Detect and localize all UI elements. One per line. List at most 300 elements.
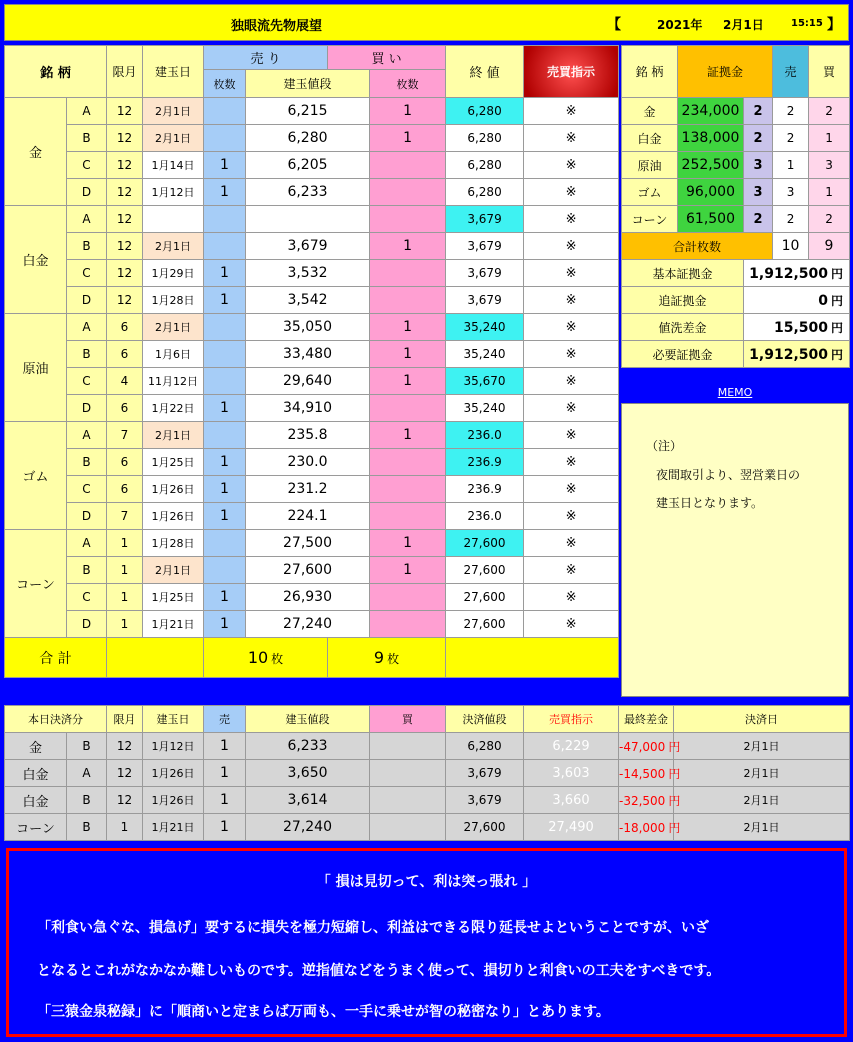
margin-table [621,45,850,368]
margin-brand: 白金 [622,125,678,152]
margin-col-margin: 証拠金 [678,46,773,98]
trade-instruction[interactable]: ※ [524,98,619,125]
open-date: 1月26日 [143,476,204,503]
settle-date: 1月26日 [143,787,204,814]
contract-id: B [67,125,107,152]
summary-label: 値洗差金 [622,314,744,341]
margin-units: 2 [744,206,773,233]
buy-count [370,449,446,476]
settle-final-diff [619,814,681,841]
table-row [5,260,619,287]
settle-date: 1月21日 [143,814,204,841]
sell-count: 1 [204,260,246,287]
open-date: 2月1日 [143,314,204,341]
open-date: 1月6日 [143,341,204,368]
col-buy: 買 い [328,46,446,70]
open-price: 34,910 [246,395,370,422]
settle-col-date: 建玉日 [143,706,204,733]
buy-count [370,152,446,179]
sell-count [204,422,246,449]
contract-id: C [67,368,107,395]
open-price: 6,233 [246,179,370,206]
close-price: 236.0 [446,503,524,530]
contract-id: A [67,314,107,341]
summary-value-unit: 円 [831,266,844,281]
buy-count [370,611,446,638]
open-price [246,206,370,233]
margin-summary-row [622,260,850,287]
settle-col-settle-date: 決済日 [674,706,850,733]
margin-summary-row [622,341,850,368]
open-date: 2月1日 [143,125,204,152]
margin-row [622,179,850,206]
settle-final-diff-value: -18,000 [619,820,666,835]
message-title: 「 損は見切って、利は突っ張れ 」 [316,874,537,890]
open-price: 224.1 [246,503,370,530]
contract-month: 6 [107,314,143,341]
summary-value-unit: 円 [831,320,844,335]
col-brand: 銘 柄 [5,46,107,98]
margin-summary-row [622,314,850,341]
contract-month: 6 [107,476,143,503]
sell-count: 1 [204,395,246,422]
open-price: 35,050 [246,314,370,341]
settle-id: B [67,733,107,760]
total-sell-unit: 枚 [271,652,284,666]
settle-buy [370,787,446,814]
margin-sell: 2 [773,206,809,233]
contract-id: B [67,233,107,260]
brand-name: ゴム [5,422,67,530]
close-price: 35,240 [446,341,524,368]
settle-final-diff-value: -14,500 [619,766,666,781]
date-bracket-close: 】 [827,17,841,33]
settle-settle-date: 2月1日 [674,733,850,760]
summary-label: 必要証拠金 [622,341,744,368]
trade-instruction[interactable]: ※ [524,179,619,206]
margin-buy: 3 [809,152,850,179]
col-close: 終 値 [446,46,524,98]
open-price: 26,930 [246,584,370,611]
close-price: 6,280 [446,98,524,125]
buy-count: 1 [370,530,446,557]
trade-instruction[interactable]: ※ [524,476,619,503]
contract-id: B [67,449,107,476]
margin-col-brand: 銘 柄 [622,46,678,98]
contract-id: A [67,206,107,233]
sell-count: 1 [204,449,246,476]
contract-id: B [67,557,107,584]
margin-row [622,98,850,125]
settle-month: 12 [107,760,143,787]
open-price: 6,280 [246,125,370,152]
header-year: 2021年 [657,18,703,32]
settle-id: B [67,814,107,841]
open-date [143,206,204,233]
settle-col-instruction: 売買指示 [524,706,619,733]
contract-id: D [67,611,107,638]
buy-count: 1 [370,125,446,152]
settle-brand: 白金 [5,760,67,787]
settle-price: 6,233 [246,733,370,760]
buy-count: 1 [370,98,446,125]
contract-month: 12 [107,179,143,206]
close-price: 35,240 [446,395,524,422]
settle-date: 1月12日 [143,733,204,760]
total-spacer-2 [446,638,619,678]
settle-brand: コーン [5,814,67,841]
settle-sell: 1 [204,733,246,760]
brand-name: 白金 [5,206,67,314]
settle-col-final-diff: 最終差金 [619,706,674,733]
margin-units: 2 [744,98,773,125]
table-row [5,422,619,449]
settle-final-diff-unit: 円 [668,820,681,835]
contract-month: 12 [107,98,143,125]
table-row [5,152,619,179]
trade-instruction[interactable]: ※ [524,287,619,314]
total-buy-value: 9 [373,648,385,667]
open-date: 1月25日 [143,584,204,611]
memo-link-label[interactable]: MEMO [717,386,753,399]
trade-instruction[interactable]: ※ [524,125,619,152]
open-date: 2月1日 [143,557,204,584]
sell-count [204,557,246,584]
margin-row [622,125,850,152]
sell-count [204,341,246,368]
table-row [5,368,619,395]
open-date: 1月14日 [143,152,204,179]
open-date: 1月26日 [143,503,204,530]
open-price: 235.8 [246,422,370,449]
summary-value-unit: 円 [831,293,844,308]
col-sell-count: 枚数 [204,70,246,98]
open-date: 1月25日 [143,449,204,476]
buy-count [370,179,446,206]
margin-amount: 252,500 [678,152,744,179]
margin-total-label: 合計枚数 [622,233,773,260]
total-sell [204,638,328,678]
margin-sell: 2 [773,125,809,152]
message-line-2: となるとこれがなかなか難しいものです。逆指値などをうまく使って、損切りと利食いの工夫をすべきです。 [37,963,721,979]
settle-settle-date: 2月1日 [674,814,850,841]
contract-month: 1 [107,611,143,638]
settle-final-diff-unit: 円 [668,793,681,808]
settle-instruction: 3,660 [524,787,619,814]
trade-instruction[interactable]: ※ [524,341,619,368]
table-row [5,179,619,206]
brand-name: 金 [5,98,67,206]
buy-count [370,476,446,503]
margin-col-sell: 売 [773,46,809,98]
open-price: 33,480 [246,341,370,368]
sell-count: 1 [204,584,246,611]
buy-count: 1 [370,368,446,395]
message-line-3: 「三猿金泉秘録」に「順商いと定まらば万両も、一手に乗せが智の秘密なり」とあります。 [37,1004,610,1020]
date-bracket-open: 【 [607,17,621,33]
settle-final-diff [619,760,681,787]
trade-instruction[interactable]: ※ [524,395,619,422]
margin-amount: 138,000 [678,125,744,152]
contract-month: 12 [107,233,143,260]
open-price: 27,600 [246,557,370,584]
contract-id: A [67,530,107,557]
summary-value-value: 1,912,500 [749,346,828,363]
contract-month: 12 [107,260,143,287]
settle-instruction: 3,603 [524,760,619,787]
memo-box [621,403,849,697]
close-price: 236.9 [446,449,524,476]
table-row [5,611,619,638]
close-price: 3,679 [446,206,524,233]
open-price: 3,542 [246,287,370,314]
summary-value-value: 15,500 [773,319,828,336]
table-row [5,206,619,233]
close-price: 3,679 [446,233,524,260]
trade-instruction[interactable]: ※ [524,152,619,179]
summary-value [744,314,850,341]
open-price: 6,205 [246,152,370,179]
settle-id: B [67,787,107,814]
margin-buy: 1 [809,179,850,206]
buy-count [370,287,446,314]
total-spacer-1 [107,638,204,678]
trade-instruction[interactable]: ※ [524,422,619,449]
trade-instruction[interactable]: ※ [524,557,619,584]
settle-settle-price: 3,679 [446,760,524,787]
open-price: 230.0 [246,449,370,476]
contract-id: D [67,287,107,314]
settle-settle-price: 6,280 [446,733,524,760]
total-sell-value: 10 [247,648,269,667]
settle-final-diff-unit: 円 [668,766,681,781]
table-row [5,287,619,314]
margin-row [622,152,850,179]
contract-id: C [67,476,107,503]
trade-instruction[interactable]: ※ [524,233,619,260]
table-row [5,449,619,476]
trade-instruction[interactable]: ※ [524,611,619,638]
col-open-price: 建玉値段 [246,70,370,98]
open-price: 231.2 [246,476,370,503]
contract-month: 4 [107,368,143,395]
margin-brand: 原油 [622,152,678,179]
sell-count [204,233,246,260]
settle-sell: 1 [204,787,246,814]
summary-label: 基本証拠金 [622,260,744,287]
settle-buy [370,814,446,841]
open-price: 3,532 [246,260,370,287]
settle-col-month: 限月 [107,706,143,733]
settle-col-buy: 買 [370,706,446,733]
settle-col-sell: 売 [204,706,246,733]
sell-count: 1 [204,152,246,179]
sell-count [204,125,246,152]
settle-brand: 金 [5,733,67,760]
message-line-1: 「利食い急ぐな、損急げ」要するに損失を極力短縮し、利益はできる限り延長せよということですが、いざ [37,920,709,936]
settlement-table [4,705,850,841]
settlement-row [5,733,850,760]
buy-count: 1 [370,341,446,368]
settle-price: 27,240 [246,814,370,841]
sell-count [204,530,246,557]
buy-count [370,260,446,287]
margin-sell: 3 [773,179,809,206]
margin-summary-row [622,287,850,314]
table-row [5,530,619,557]
contract-month: 12 [107,152,143,179]
total-label: 合 計 [5,638,107,678]
open-price: 3,679 [246,233,370,260]
total-buy [328,638,446,678]
summary-label: 追証拠金 [622,287,744,314]
close-price: 27,600 [446,611,524,638]
open-price: 29,640 [246,368,370,395]
settlement-row [5,787,850,814]
open-date: 1月21日 [143,611,204,638]
table-row [5,314,619,341]
buy-count [370,395,446,422]
settle-month: 12 [107,733,143,760]
col-buy-count: 枚数 [370,70,446,98]
contract-id: A [67,422,107,449]
sell-count: 1 [204,611,246,638]
summary-value-value: 1,912,500 [749,265,828,282]
trade-instruction[interactable]: ※ [524,368,619,395]
sell-count: 1 [204,287,246,314]
margin-col-buy: 買 [809,46,850,98]
open-price: 27,500 [246,530,370,557]
memo-line-1: 夜間取引より、翌営業日の [656,468,801,482]
trade-instruction[interactable]: ※ [524,530,619,557]
settle-col-price: 建玉値段 [246,706,370,733]
trade-instruction[interactable]: ※ [524,449,619,476]
margin-buy: 2 [809,206,850,233]
close-price: 35,240 [446,314,524,341]
margin-units: 3 [744,152,773,179]
contract-month: 1 [107,530,143,557]
open-date: 2月1日 [143,98,204,125]
summary-value-value: 0 [818,292,828,309]
trade-instruction[interactable]: ※ [524,206,619,233]
buy-count: 1 [370,314,446,341]
close-price: 35,670 [446,368,524,395]
open-date: 11月12日 [143,368,204,395]
margin-sell: 1 [773,152,809,179]
contract-id: C [67,260,107,287]
settlement-row [5,760,850,787]
contract-month: 7 [107,422,143,449]
sell-count: 1 [204,476,246,503]
trade-instruction[interactable]: ※ [524,584,619,611]
open-price: 6,215 [246,98,370,125]
summary-value [744,287,850,314]
settle-settle-date: 2月1日 [674,760,850,787]
table-row [5,503,619,530]
margin-total-buy: 9 [809,233,850,260]
col-open-date: 建玉日 [143,46,204,98]
margin-brand: コーン [622,206,678,233]
memo-link[interactable] [621,381,849,401]
contract-id: D [67,179,107,206]
contract-month: 7 [107,503,143,530]
trade-instruction[interactable]: ※ [524,260,619,287]
trade-instruction[interactable]: ※ [524,314,619,341]
settle-settle-date: 2月1日 [674,787,850,814]
contract-id: D [67,395,107,422]
open-date: 2月1日 [143,233,204,260]
open-date: 2月1日 [143,422,204,449]
settle-col-brand: 本日決済分 [5,706,107,733]
buy-count [370,206,446,233]
col-sell: 売 り [204,46,328,70]
close-price: 3,679 [446,260,524,287]
close-price: 3,679 [446,287,524,314]
brand-name: コーン [5,530,67,638]
memo-line-2: 建玉日となります。 [656,496,764,510]
settle-id: A [67,760,107,787]
buy-count [370,503,446,530]
settle-date: 1月26日 [143,760,204,787]
table-row [5,557,619,584]
table-row [5,476,619,503]
total-buy-unit: 枚 [387,652,400,666]
buy-count: 1 [370,422,446,449]
contract-id: D [67,503,107,530]
sell-count [204,368,246,395]
table-row [5,233,619,260]
close-price: 236.9 [446,476,524,503]
col-month: 限月 [107,46,143,98]
close-price: 27,600 [446,584,524,611]
settle-final-diff-value: -32,500 [619,793,666,808]
header-time: 15:15 [791,18,823,29]
col-instruction: 売買指示 [524,46,619,98]
settle-col-settle-price: 決済値段 [446,706,524,733]
close-price: 6,280 [446,179,524,206]
close-price: 6,280 [446,125,524,152]
brand-name: 原油 [5,314,67,422]
summary-value [744,260,850,287]
contract-id: A [67,98,107,125]
close-price: 27,600 [446,557,524,584]
margin-units: 2 [744,125,773,152]
open-date: 1月22日 [143,395,204,422]
table-row [5,125,619,152]
summary-value [744,341,850,368]
trade-instruction[interactable]: ※ [524,503,619,530]
margin-amount: 61,500 [678,206,744,233]
close-price: 6,280 [446,152,524,179]
settle-instruction: 6,229 [524,733,619,760]
settle-settle-price: 3,679 [446,787,524,814]
table-row [5,98,619,125]
sell-count: 1 [204,503,246,530]
contract-month: 12 [107,206,143,233]
contract-id: C [67,152,107,179]
margin-sell: 2 [773,98,809,125]
buy-count: 1 [370,557,446,584]
contract-month: 1 [107,584,143,611]
margin-total-sell: 10 [773,233,809,260]
contract-month: 6 [107,395,143,422]
settle-brand: 白金 [5,787,67,814]
page-title: 独眼流先物展望 [231,19,323,34]
settle-buy [370,733,446,760]
sell-count [204,98,246,125]
settle-final-diff-value: -47,000 [619,739,666,754]
sell-count: 1 [204,179,246,206]
